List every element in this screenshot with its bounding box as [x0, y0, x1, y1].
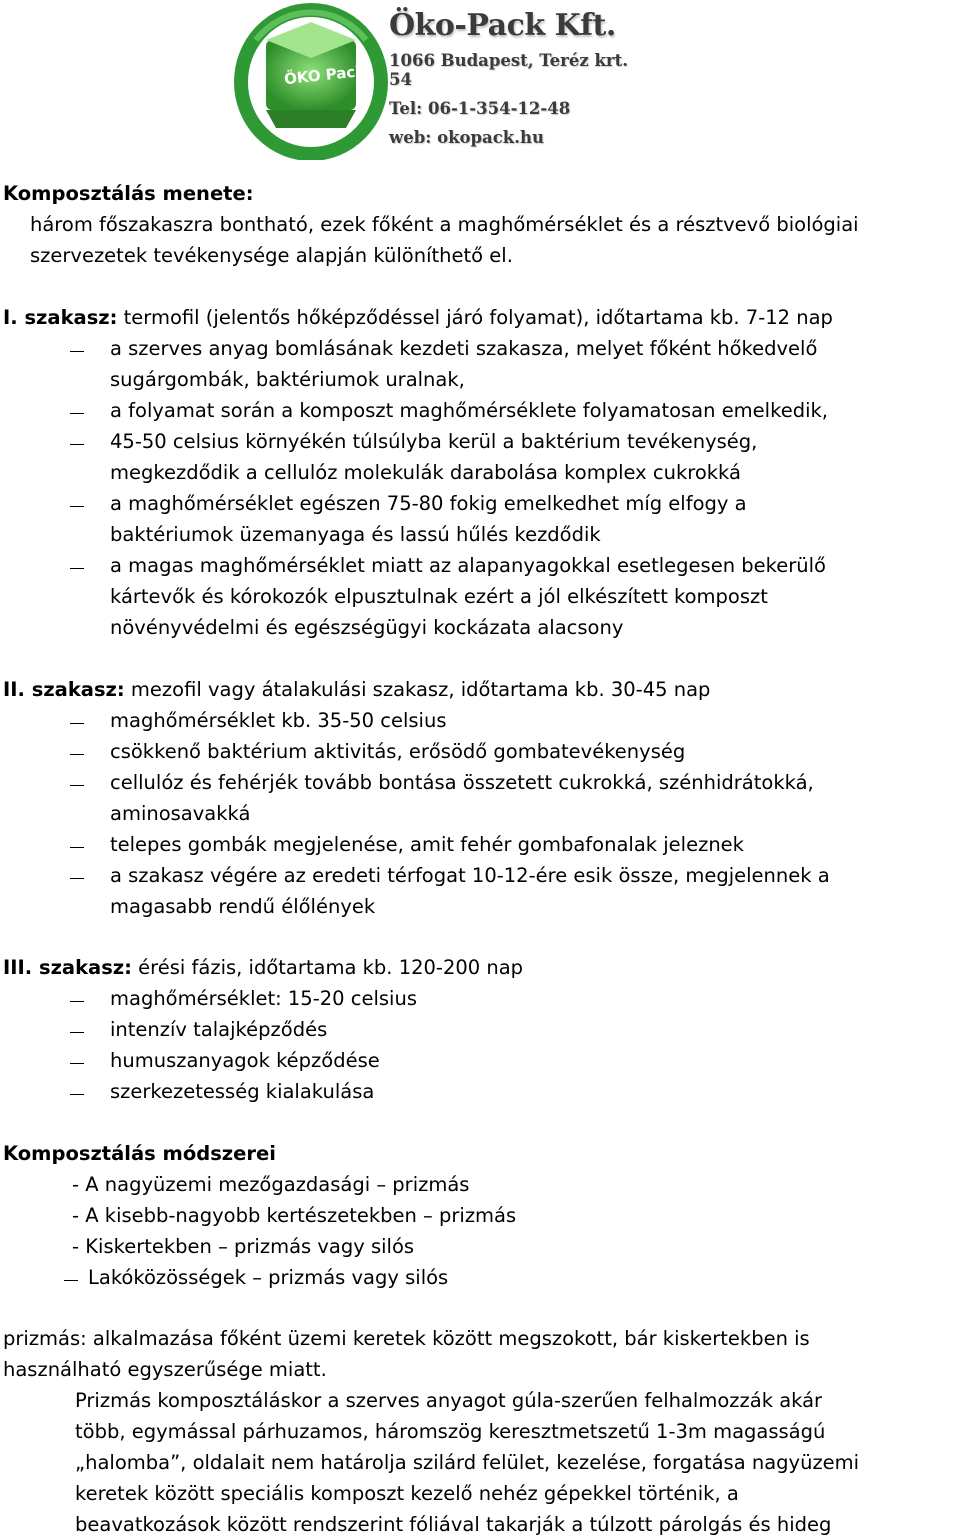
bullet-dash [70, 878, 84, 879]
intro-line: három főszakaszra bontható, ezek főként a maghőmérséklet és a résztvevő biológiai [30, 213, 859, 236]
list-item: növényvédelmi és egészségügyi kockázata alacsony [110, 616, 624, 639]
list-item: aminosavakká [110, 802, 251, 825]
bullet-dash [64, 1280, 78, 1281]
list-item: maghőmérséklet: 15-20 celsius [110, 987, 417, 1010]
bullet-dash [70, 1063, 84, 1064]
list-item: megkezdődik a cellulóz molekulák darabolása komplex cukrokká [110, 461, 741, 484]
list-item: a magas maghőmérséklet miatt az alapanyagokkal esetlegesen bekerülő [110, 554, 826, 577]
prism-paragraph: használható egyszerűsége miatt. [3, 1358, 327, 1381]
prism-detail: beavatkozások között rendszerint fóliával takarják a túlzott párolgás és hideg [75, 1513, 832, 1536]
bullet-dash [70, 785, 84, 786]
company-info [389, 8, 646, 147]
company-name: Öko-Pack Kft. [389, 8, 616, 43]
bullet-dash [70, 847, 84, 848]
logo-text: ÖKO Pack [283, 61, 366, 89]
method-item: - A nagyüzemi mezőgazdasági – prizmás [72, 1173, 470, 1196]
stage-1-label: I. szakasz: [3, 306, 118, 329]
section-title-process: Komposztálás menete: [3, 182, 254, 205]
method-item: - A kisebb-nagyobb kertészetekben – prizmás [72, 1204, 517, 1227]
stage-2-text: mezofil vagy átalakulási szakasz, időtartama kb. 30-45 nap [124, 678, 711, 701]
list-item: a szerves anyag bomlásának kezdeti szakasza, melyet főként hőkedvelő [110, 337, 818, 360]
prism-paragraph: prizmás: alkalmazása főként üzemi keretek között megszokott, bár kiskertekben is [3, 1327, 810, 1350]
stage-3-text: érési fázis, időtartama kb. 120-200 nap [131, 956, 524, 979]
intro-line: szervezetek tevékenysége alapján különíthető el. [30, 244, 513, 267]
list-item: a folyamat során a komposzt maghőmérséklete folyamatosan emelkedik, [110, 399, 828, 422]
prism-detail: több, egymással párhuzamos, háromszög keresztmetszetű 1-3m magasságú [75, 1420, 826, 1443]
list-item: maghőmérséklet kb. 35-50 celsius [110, 709, 447, 732]
bullet-dash [70, 1094, 84, 1095]
prism-detail: „halomba”, oldalait nem határolja szilárd felület, kezelése, forgatása nagyüzemi [75, 1451, 860, 1474]
bullet-dash [70, 723, 84, 724]
company-address: 1066 Budapest, Teréz krt. 54 [389, 51, 628, 89]
list-item: 45-50 celsius környékén túlsúlyba kerül a baktérium tevékenység, [110, 430, 758, 453]
bullet-dash [70, 1001, 84, 1002]
stage-2-heading [3, 677, 710, 703]
list-item: baktériumok üzemanyaga és lassú hűlés kezdődik [110, 523, 601, 546]
list-item: cellulóz és fehérjék tovább bontása összetett cukrokká, szénhidrátokká, [110, 771, 814, 794]
company-phone: Tel: 06-1-354-12-48 [389, 99, 571, 118]
list-item: szerkezetesség kialakulása [110, 1080, 375, 1103]
list-item: magasabb rendű élőlények [110, 895, 376, 918]
list-item: kártevők és kórokozók elpusztulnak ezért a jól elkészített komposzt [110, 585, 768, 608]
method-item: - Kiskertekben – prizmás vagy silós [72, 1235, 415, 1258]
company-logo [226, 0, 396, 160]
bullet-dash [70, 351, 84, 352]
prism-detail: Prizmás komposztáláskor a szerves anyagot gúla-szerűen felhalmozzák akár [75, 1389, 823, 1412]
prism-detail: keretek között speciális komposzt kezelő nehéz gépekkel történik, a [75, 1482, 739, 1505]
stage-1-heading [3, 305, 833, 331]
bullet-dash [70, 506, 84, 507]
bullet-dash [70, 568, 84, 569]
method-item: Lakóközösségek – prizmás vagy silós [88, 1266, 449, 1289]
company-web: web: okopack.hu [389, 128, 544, 147]
stage-3-label: III. szakasz: [3, 956, 132, 979]
list-item: intenzív talajképződés [110, 1018, 328, 1041]
bullet-dash [70, 444, 84, 445]
stage-3-heading [3, 955, 523, 981]
stage-2-label: II. szakasz: [3, 678, 125, 701]
section-title-methods: Komposztálás módszerei [3, 1142, 276, 1165]
bullet-dash [70, 754, 84, 755]
letterhead [226, 0, 646, 160]
bullet-dash [70, 413, 84, 414]
bullet-dash [70, 1032, 84, 1033]
list-item: a szakasz végére az eredeti térfogat 10-12-ére esik össze, megjelennek a [110, 864, 830, 887]
list-item: a maghőmérséklet egészen 75-80 fokig emelkedhet míg elfogy a [110, 492, 747, 515]
list-item: humuszanyagok képződése [110, 1049, 380, 1072]
list-item: csökkenő baktérium aktivitás, erősödő gombatevékenység [110, 740, 686, 763]
list-item: sugárgombák, baktériumok uralnak, [110, 368, 465, 391]
stage-1-text: termofil (jelentős hőképződéssel járó folyamat), időtartama kb. 7-12 nap [117, 306, 833, 329]
list-item: telepes gombák megjelenése, amit fehér gombafonalak jeleznek [110, 833, 744, 856]
